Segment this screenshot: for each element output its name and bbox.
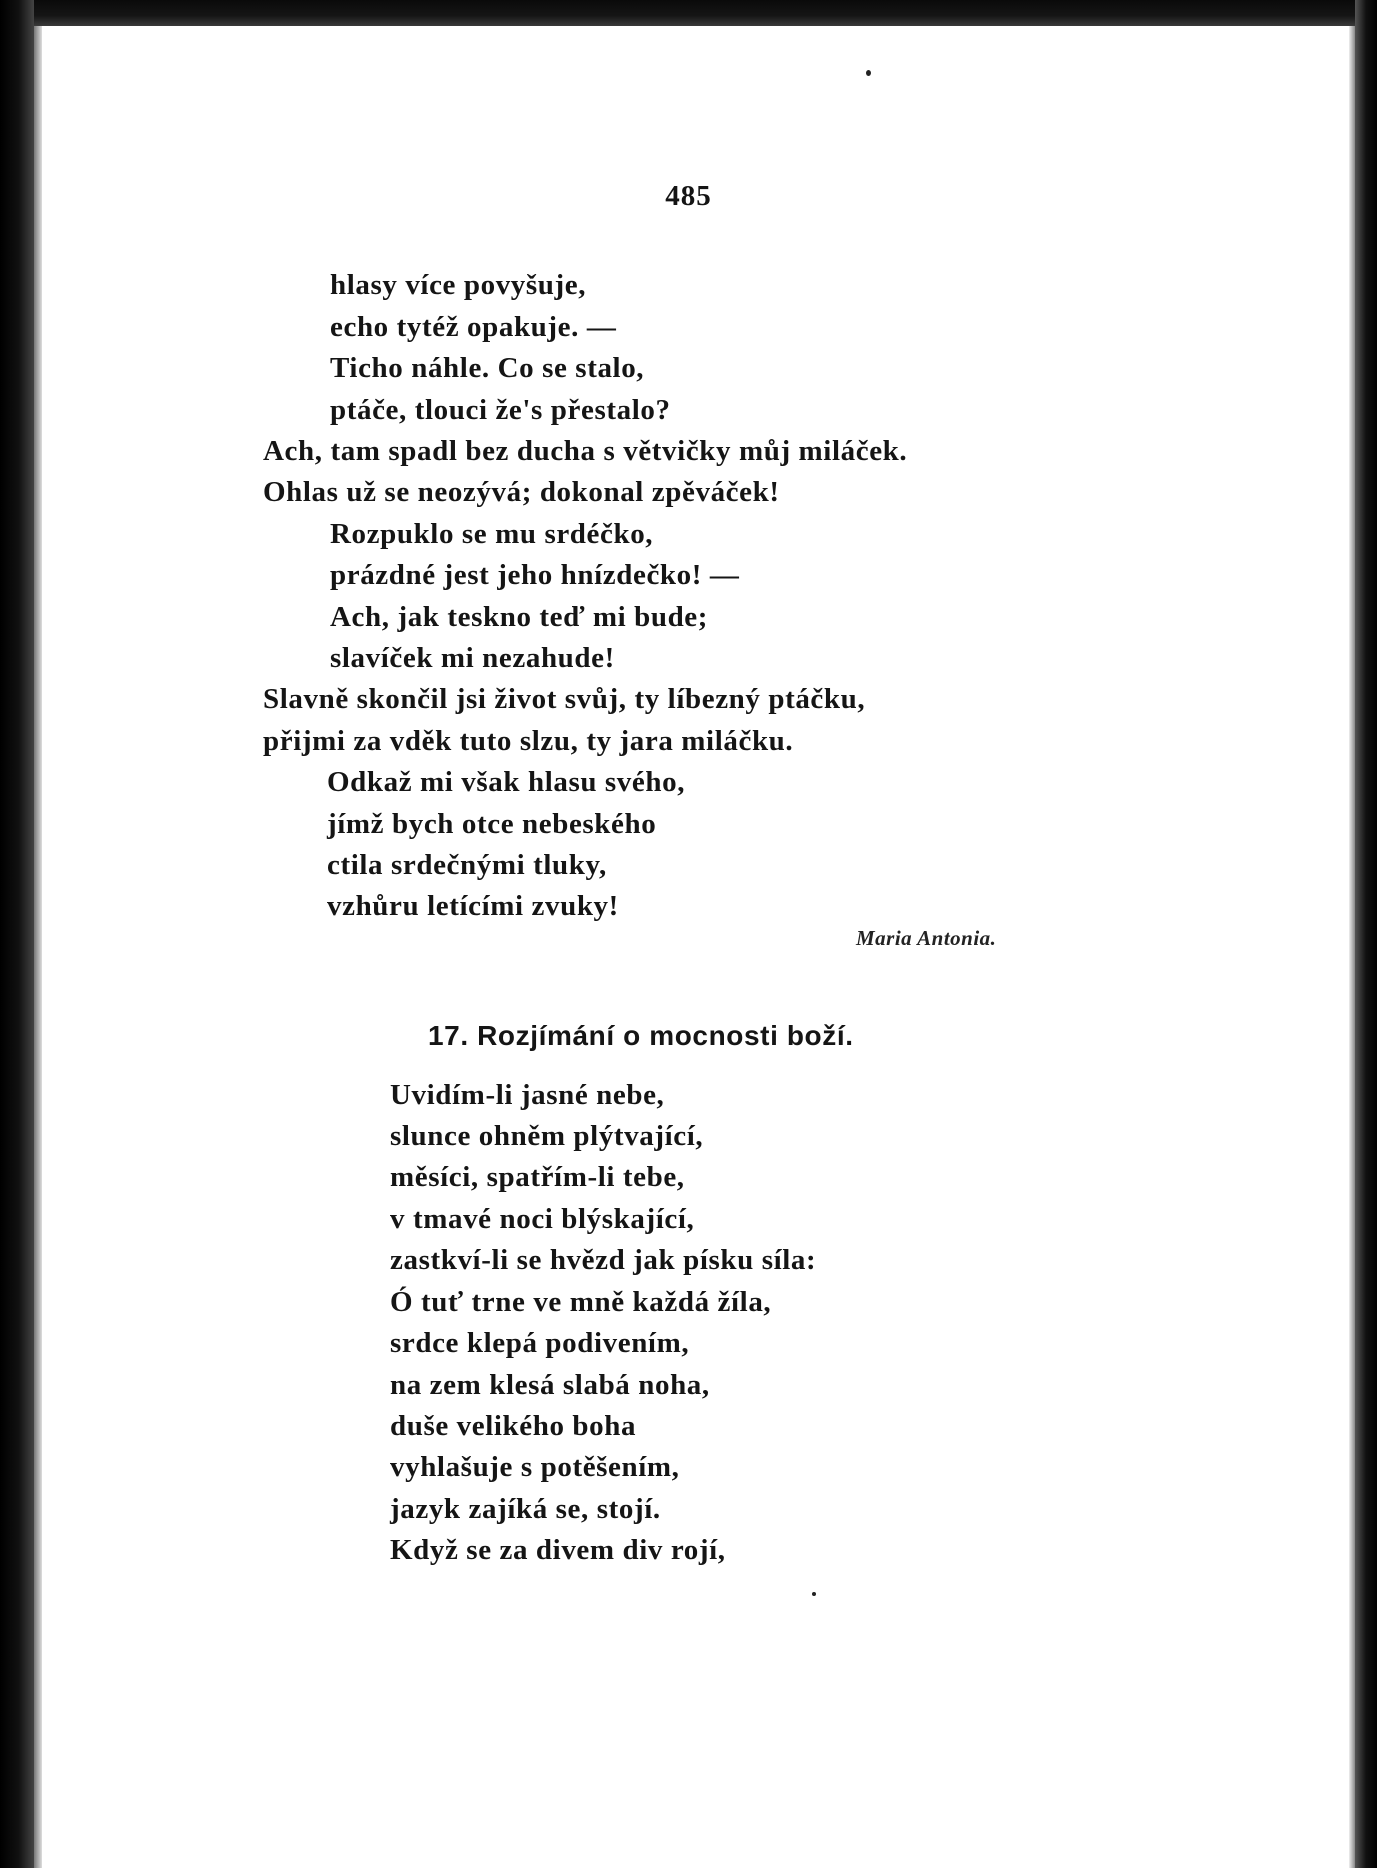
verse-line: Ach, jak teskno teď mi bude; — [330, 601, 709, 633]
verse-line: Když se za divem div rojí, — [390, 1534, 726, 1566]
verse-line: jazyk zajíká se, stojí. — [390, 1493, 661, 1525]
verse-line: Uvidím-li jasné nebe, — [390, 1079, 665, 1111]
verse-line: Slavně skončil jsi život svůj, ty líbezný ptáčku, — [263, 683, 866, 715]
verse-line: Odkaž mi však hlasu svého, — [327, 766, 686, 798]
page-number: 485 — [665, 180, 712, 212]
author-signature: Maria Antonia. — [856, 926, 997, 950]
verse-line: Ohlas už se neozývá; dokonal zpěváček! — [263, 476, 780, 508]
scan-shadow-left — [34, 26, 42, 1868]
verse-line: srdce klepá podivením, — [390, 1327, 690, 1359]
verse-line: ptáče, tlouci že's přestalo? — [330, 394, 671, 426]
verse-line: vzhůru letícími zvuky! — [327, 890, 619, 922]
verse-line: zastkví-li se hvězd jak písku síla: — [390, 1244, 817, 1276]
scan-speck — [812, 1592, 816, 1596]
verse-line: měsíci, spatřím-li tebe, — [390, 1161, 685, 1193]
verse-line: slavíček mi nezahude! — [330, 642, 615, 674]
verse-line: prázdné jest jeho hnízdečko! — — [330, 559, 740, 591]
verse-line: echo tytéž opakuje. — — [330, 311, 617, 343]
verse-line: Ticho náhle. Co se stalo, — [330, 352, 645, 384]
verse-line: v tmavé noci blýskající, — [390, 1203, 695, 1235]
scan-border-left — [0, 0, 34, 1868]
scan-speck — [866, 70, 871, 76]
verse-line: hlasy více povyšuje, — [330, 269, 587, 301]
verse-line: ctila srdečnými tluky, — [327, 849, 607, 881]
scan-border-right — [1355, 0, 1377, 1868]
section-heading: 17. Rozjímání o mocnosti boží. — [428, 1020, 854, 1051]
verse-line: jímž bych otce nebeského — [327, 808, 657, 840]
verse-line: Ó tuť trne ve mně každá žíla, — [390, 1286, 772, 1318]
scan-shadow-right — [1349, 26, 1355, 1868]
scan-border-top — [0, 0, 1377, 26]
verse-line: slunce ohněm plýtvající, — [390, 1120, 704, 1152]
verse-line: přijmi za vděk tuto slzu, ty jara miláčku. — [263, 725, 794, 757]
verse-line: duše velikého boha — [390, 1410, 637, 1442]
verse-line: vyhlašuje s potěšením, — [390, 1451, 680, 1483]
verse-line: na zem klesá slabá noha, — [390, 1369, 710, 1401]
verse-line: Ach, tam spadl bez ducha s větvičky můj miláček. — [263, 435, 908, 467]
verse-line: Rozpuklo se mu srdéčko, — [330, 518, 654, 550]
